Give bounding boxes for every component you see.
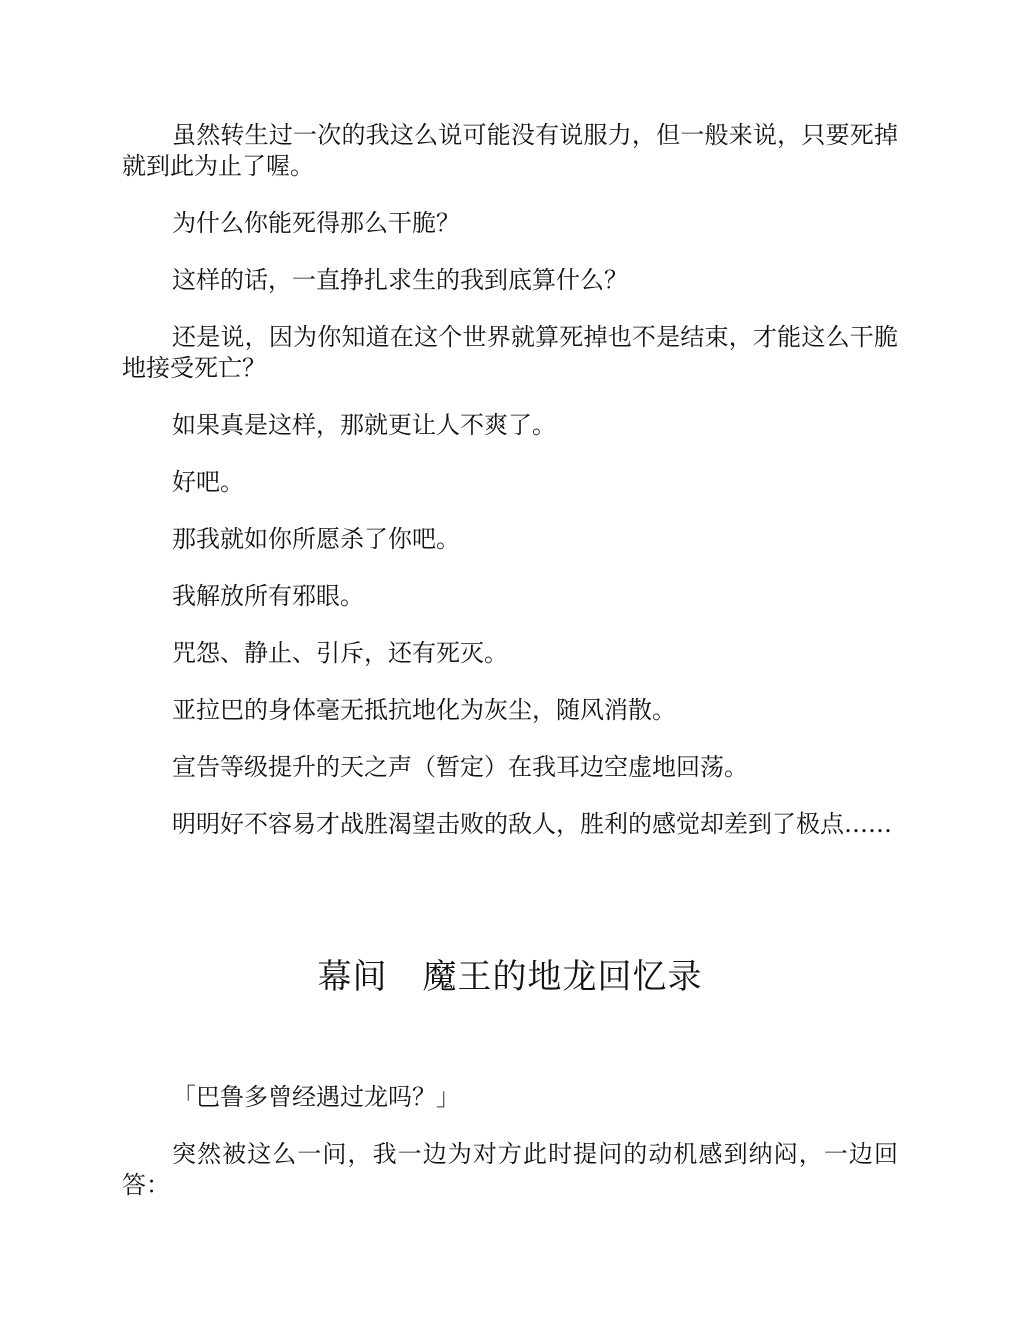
paragraph: 那我就如你所愿杀了你吧。	[172, 525, 460, 553]
paragraph: 如果真是这样，那就更让人不爽了。	[172, 411, 556, 439]
paragraph: 这样的话，一直挣扎求生的我到底算什么？	[172, 266, 628, 294]
paragraph: 明明好不容易才战胜渴望击败的敌人，胜利的感觉却差到了极点……	[172, 810, 892, 838]
paragraph: 亚拉巴的身体毫无抵抗地化为灰尘，随风消散。	[172, 696, 676, 724]
paragraph: 「巴鲁多曾经遇过龙吗？」	[172, 1083, 460, 1111]
chapter-title: 幕间 魔王的地龙回忆录	[317, 957, 703, 997]
paragraph: 突然被这么一问，我一边为对方此时提问的动机感到纳闷，一边回答：	[122, 1140, 898, 1199]
paragraph: 虽然转生过一次的我这么说可能没有说服力，但一般来说，只要死掉就到此为止了喔。	[122, 121, 898, 180]
paragraph: 为什么你能死得那么干脆？	[172, 209, 460, 237]
paragraph: 我解放所有邪眼。	[172, 582, 364, 610]
body-text-section	[122, 120, 898, 866]
paragraph: 咒怨、静止、引斥，还有死灭。	[172, 639, 508, 667]
paragraph: 好吧。	[172, 468, 244, 496]
chapter-opening-section	[122, 1082, 898, 1227]
paragraph: 宣告等级提升的天之声（暂定）在我耳边空虚地回荡。	[172, 753, 748, 781]
paragraph: 还是说，因为你知道在这个世界就算死掉也不是结束，才能这么干脆地接受死亡？	[122, 323, 898, 382]
